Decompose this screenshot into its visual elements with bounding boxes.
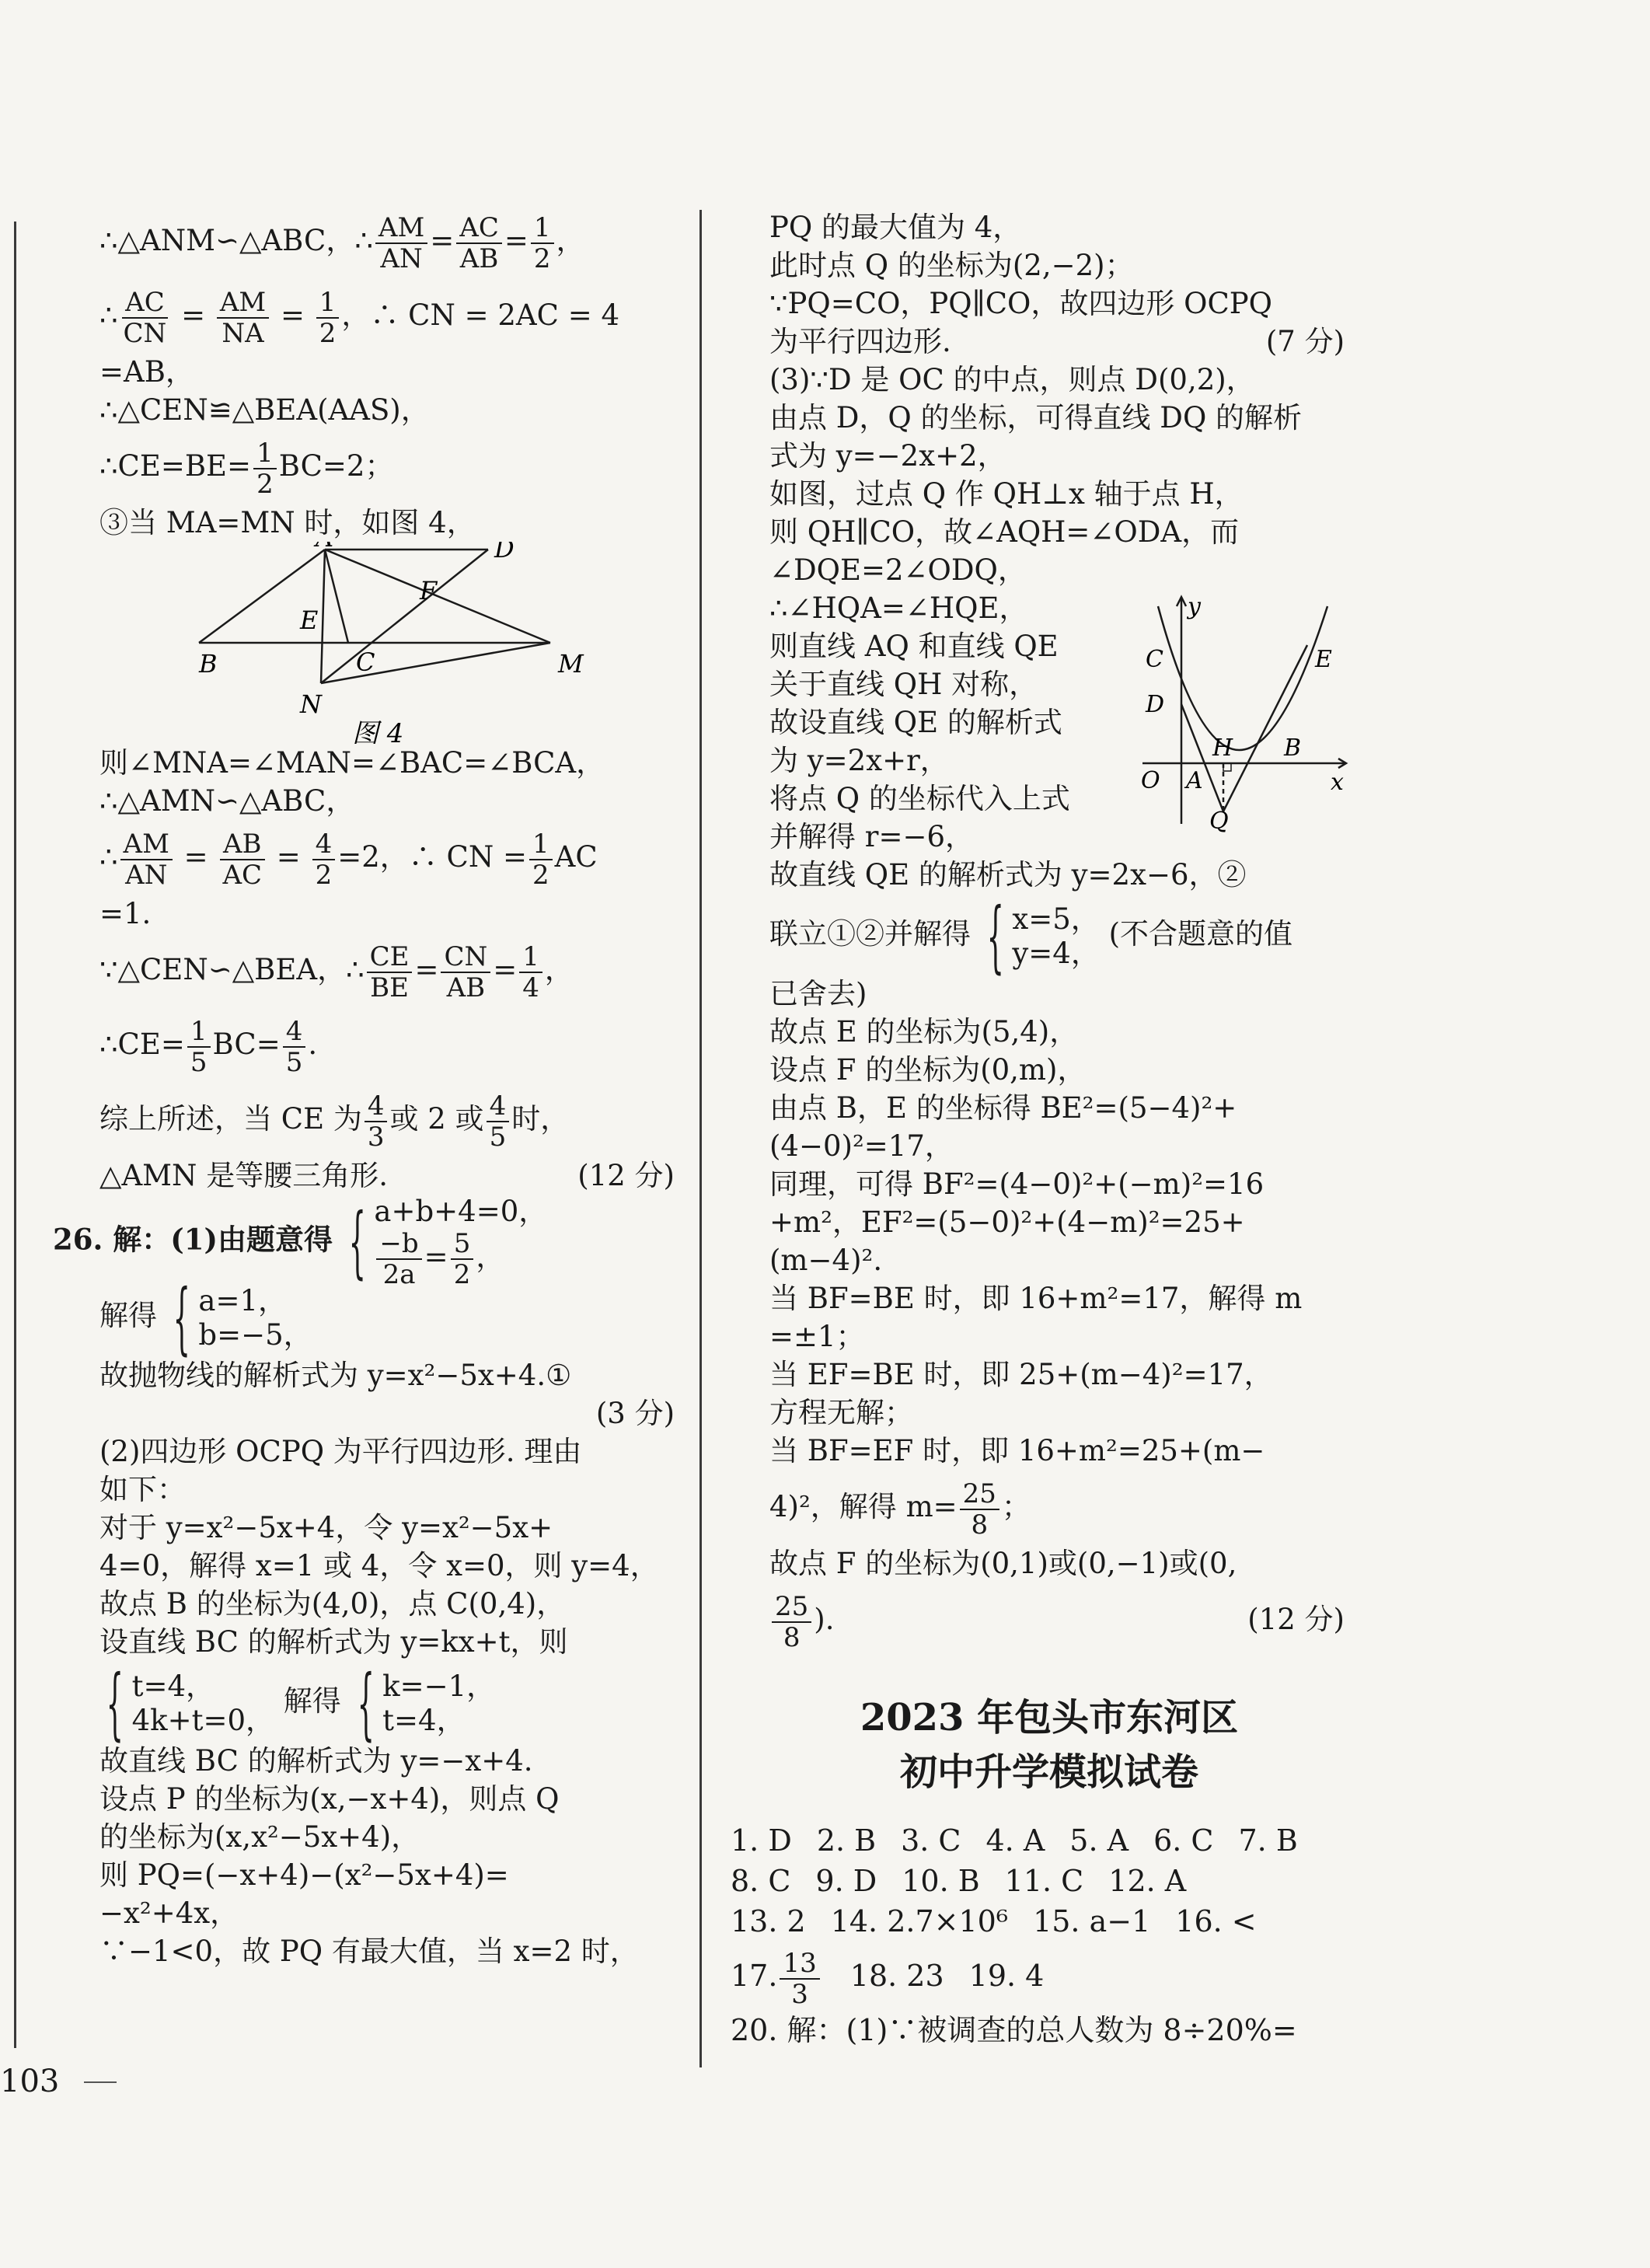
label-D: D xyxy=(1146,691,1165,718)
line: △AMN 是等腰三角形. (12 分) xyxy=(99,1159,675,1192)
line: =AB， xyxy=(99,355,194,389)
figure-4-diagram xyxy=(99,542,675,744)
label-x: x xyxy=(1331,769,1344,796)
label-D: D xyxy=(494,542,515,564)
line: 故直线 BC 的解析式为 y=−x+4. xyxy=(99,1744,533,1778)
line: 联立①②并解得 { x=5， y=4， (不合题意的值 xyxy=(769,890,1293,982)
parabola-curve xyxy=(1158,606,1327,750)
line: ∴ $\frac{AC}{CN}$ = $\frac{AM}{NA}$ = $\frac{1}{2}$ ，∴ CN = 2AC = 4 xyxy=(99,286,619,349)
line: (4−0)²=17， xyxy=(769,1129,954,1163)
line: 故抛物线的解析式为 y=x²−5x+4.① xyxy=(99,1359,572,1392)
line: ③当 MA=MN 时，如图 4， xyxy=(99,506,476,539)
line: 故点 B 的坐标为(4,0)，点 C(0,4)， xyxy=(99,1587,566,1621)
line: 故点 E 的坐标为(5,4)， xyxy=(769,1015,1079,1049)
line: ∴ $\frac{AM}{AN}$ = $\frac{AB}{AC}$ = $\frac{4}{2}$ =2，∴ CN = $\frac{1}{2}$ AC xyxy=(99,828,598,891)
line: 如下： xyxy=(99,1473,186,1506)
label-O: O xyxy=(1141,767,1160,794)
line: −x²+4x， xyxy=(99,1896,239,1930)
line: 由点 B，E 的坐标得 BE²=(5−4)²+ xyxy=(769,1091,1237,1125)
line: 如图，过点 Q 作 QH⊥x 轴于点 H， xyxy=(769,477,1244,511)
line: 式为 y=−2x+2， xyxy=(769,439,1006,473)
right-column xyxy=(769,208,1345,1657)
line: 关于直线 QH 对称， xyxy=(769,668,1038,701)
column-divider xyxy=(699,210,702,2067)
section-title-line-2: 初中升学模拟试卷 xyxy=(899,1750,1198,1794)
line: 当 BF=EF 时，即 16+m²=25+(m− xyxy=(769,1434,1265,1467)
label-Q: Q xyxy=(1209,808,1229,835)
line: ∵−1<0，故 PQ 有最大值，当 x=2 时， xyxy=(99,1935,639,1968)
label-A: A xyxy=(1186,767,1203,794)
line: 26. 解：(1)由题意得 { a+b+4=0， $\frac{-b}{2a}$ = $\frac{5}{2}$ ， xyxy=(53,1195,548,1290)
line: 对于 y=x²−5x+4，令 y=x²−5x+ xyxy=(99,1511,553,1544)
line: 故点 F 的坐标为(0,1)或(0,−1)或(0, xyxy=(769,1547,1237,1580)
line: 设点 F 的坐标为(0,m)， xyxy=(769,1053,1087,1087)
line: 则∠MNA=∠MAN=∠BAC=∠BCA， xyxy=(99,746,605,780)
line: 则直线 AQ 和直线 QE xyxy=(769,630,1059,663)
answer-key xyxy=(731,1820,1323,2050)
answer-row: 20. 解：(1)∵被调查的总人数为 8÷20%= xyxy=(731,2013,1297,2047)
label-E: E xyxy=(300,605,319,635)
left-margin-rule xyxy=(14,222,16,2048)
line: ∴△ANM∽△ABC，∴ $\frac{AM}{AN}$ = $\frac{AC}{AB}$ = $\frac{1}{2}$ ， xyxy=(99,211,585,274)
left-column xyxy=(53,204,675,1970)
line: 综上所述，当 CE 为 $\frac{4}{3}$ 或 2 或 $\frac{4}{5}$ 时， xyxy=(99,1090,570,1153)
line: ∴△AMN∽△ABC， xyxy=(99,784,355,818)
line: ∠DQE=2∠ODQ， xyxy=(769,553,1027,587)
line: +m²，EF²=(5−0)²+(4−m)²=25+ xyxy=(769,1206,1245,1239)
page-number-dash xyxy=(84,2081,117,2083)
line: (3)∵D 是 OC 的中点，则点 D(0,2)， xyxy=(769,363,1255,396)
line: =1. xyxy=(99,897,152,930)
label-C: C xyxy=(1146,646,1163,673)
answer-row: 8. C 9. D 10. B 11. C 12. A xyxy=(731,1864,1187,1898)
line: 设点 P 的坐标为(x,−x+4)，则点 Q xyxy=(99,1782,560,1816)
line: ∴△CEN≌△BEA(AAS)， xyxy=(99,393,430,427)
label-C: C xyxy=(356,647,375,677)
page-number: 103 xyxy=(0,2064,60,2099)
line: $\frac{25}{8}$ ). (12 分) xyxy=(769,1582,1345,1657)
label-N: N xyxy=(300,689,322,719)
line: 4=0，解得 x=1 或 4，令 x=0，则 y=4， xyxy=(99,1549,659,1582)
line: 为平行四边形. (7 分) xyxy=(769,325,1345,358)
parabola-graph xyxy=(1135,591,1352,839)
line: (3 分) xyxy=(595,1397,675,1430)
line: (2)四边形 OCPQ 为平行四边形. 理由 xyxy=(99,1435,582,1468)
line: 的坐标为(x,x²−5x+4)， xyxy=(99,1820,420,1854)
label-E: E xyxy=(1315,646,1332,673)
line: 此时点 Q 的坐标为(2,−2)； xyxy=(769,249,1134,282)
label-H: H xyxy=(1212,734,1233,762)
label-A xyxy=(313,542,333,553)
label-B: B xyxy=(199,649,218,679)
line: =±1； xyxy=(769,1320,865,1353)
line: 则 QH∥CO，故∠AQH=∠ODA，而 xyxy=(769,515,1240,549)
line: { t=4， 4k+t=0， 解得 { k=−1， t=4， xyxy=(106,1657,496,1749)
line: 解得 { a=1， b=−5， xyxy=(99,1272,312,1363)
label-y: y xyxy=(1188,593,1201,620)
answer-row: 17. $\frac{13}{3}$ 18. 23 19. 4 xyxy=(731,1947,1045,2010)
label-M: M xyxy=(558,649,584,679)
answer-row: 1. D 2. B 3. C 4. A 5. A 6. C 7. B xyxy=(731,1823,1298,1858)
line: ∴CE= $\frac{1}{5}$ BC= $\frac{4}{5}$ . xyxy=(99,1015,318,1078)
line: (m−4)². xyxy=(769,1244,883,1277)
line: ∵PQ=CO，PQ∥CO，故四边形 OCPQ xyxy=(769,287,1273,320)
figure-4-caption: 图 4 xyxy=(352,718,404,744)
line: 则 PQ=(−x+4)−(x²−5x+4)= xyxy=(99,1858,509,1892)
line: 当 EF=BE 时，即 25+(m−4)²=17， xyxy=(769,1358,1273,1391)
line: 4)²，解得 m= $\frac{25}{8}$ ； xyxy=(769,1478,1031,1540)
line: ∴∠HQA=∠HQE， xyxy=(769,591,1028,625)
section-title xyxy=(801,1691,1298,1799)
label-F: F xyxy=(420,576,438,605)
line-QE xyxy=(1223,645,1307,811)
line: 已舍去) xyxy=(769,977,867,1010)
line: ∴CE=BE= $\frac{1}{2}$ BC=2； xyxy=(99,437,394,500)
line: PQ 的最大值为 4， xyxy=(769,211,1022,244)
label-B: B xyxy=(1284,734,1302,762)
line: 由点 D，Q 的坐标，可得直线 DQ 的解析 xyxy=(769,401,1303,434)
line: 故设直线 QE 的解析式 xyxy=(769,706,1062,739)
section-title-line-1: 2023 年包头市东河区 xyxy=(860,1696,1239,1739)
line: 方程无解； xyxy=(769,1396,913,1429)
line: 同理，可得 BF²=(4−0)²+(−m)²=16 xyxy=(769,1167,1265,1201)
line: 故直线 QE 的解析式为 y=2x−6，② xyxy=(769,858,1247,891)
figure-4 xyxy=(99,542,675,744)
line: 将点 Q 的坐标代入上式 xyxy=(769,782,1070,815)
line: 为 y=2x+r， xyxy=(769,744,949,777)
line: ∵△CEN∽△BEA，∴ $\frac{CE}{BE}$ = $\frac{CN}{AB}$ = $\frac{1}{4}$ ， xyxy=(99,940,574,1003)
line: 当 BF=BE 时，即 16+m²=17，解得 m xyxy=(769,1282,1303,1315)
line: 设直线 BC 的解析式为 y=kx+t，则 xyxy=(99,1625,568,1659)
line: 并解得 r=−6， xyxy=(769,820,974,853)
answer-row: 13. 2 14. 2.7×10⁶ 15. a−1 16. < xyxy=(731,1904,1257,1938)
